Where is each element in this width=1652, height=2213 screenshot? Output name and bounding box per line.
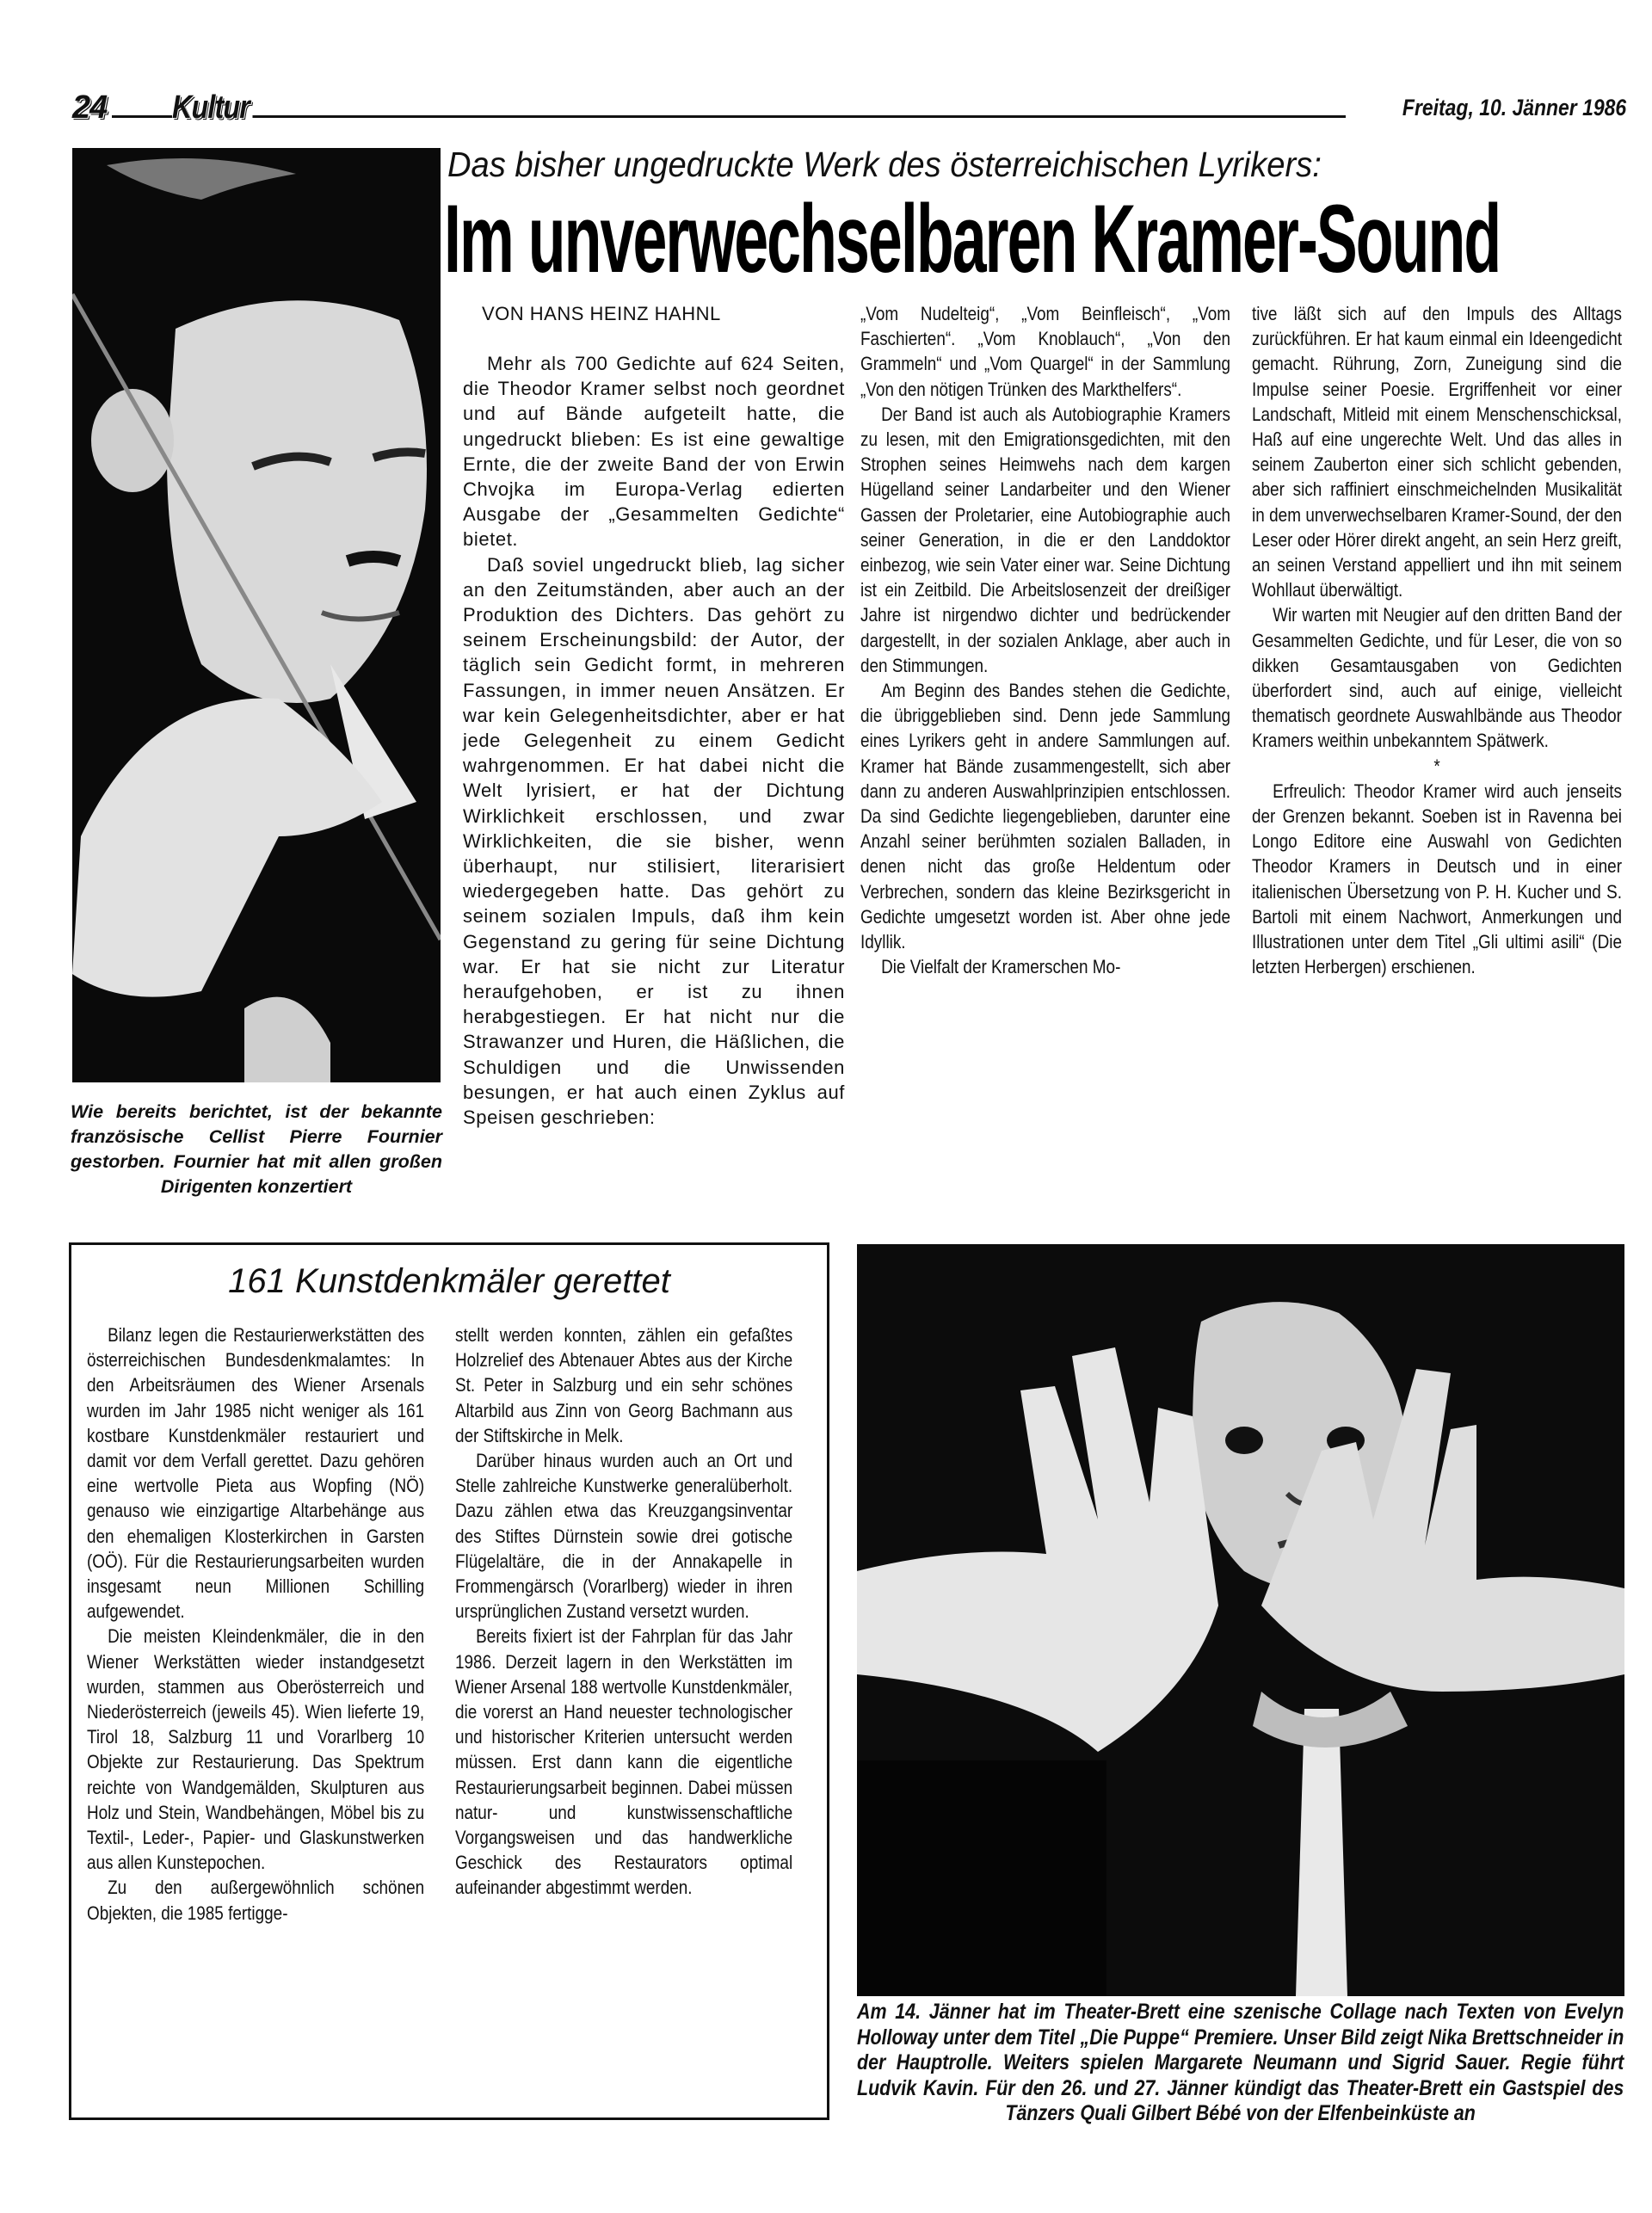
- article-kicker: Das bisher ungedruckte Werk des österreichischen Lyrikers:: [447, 145, 1322, 184]
- paragraph: Bereits fixiert ist der Fahrplan für das Jahr 1986. Derzeit lagern in den Werkstätten im Wiener Arsenal 188 wertvolle Kunstdenkmäler, die vorerst an Hand neuester technologischer und historischer Kriterien untersucht werden müssen. Erst dann kann die eigentliche Restaurierungsarbeit beginnen. Dabei müssen natur- und kunstwissenschaftliche Vorgangsweisen und das handwerkliche Geschick des Restaurators optimal aufeinander abgestimmt werden.: [455, 1625, 793, 1899]
- paragraph: Zu den außergewöhnlich schönen Objekten, die 1985 fertigge-: [87, 1877, 425, 1924]
- boxed-article-column-2: [455, 1322, 794, 1901]
- paragraph: Mehr als 700 Gedichte auf 624 Seiten, die Theodor Kramer selbst noch geordnet und auf Bände aufgeteilt hatte, die ungedruckt blieben: Es ist eine gewaltige Ernte, die der zweite Band der von Erwin Chvojka im Europa-Verlag edierten Ausgabe der „Gesammelten Gedichte“ bietet.: [463, 353, 845, 551]
- page-number: 24: [72, 89, 108, 126]
- article-column-2: [860, 301, 1230, 979]
- article-column-3: [1252, 301, 1625, 979]
- boxed-article-column-1: [87, 1322, 426, 1926]
- boxed-article-title: 161 Kunstdenkmäler gerettet: [228, 1262, 670, 1300]
- section-title: Kultur: [172, 89, 252, 126]
- paragraph: Erfreulich: Theodor Kramer wird auch jenseits der Grenzen bekannt. Soeben ist in Ravenna bei Longo Editore eine Auswahl von Gedichten Theodor Kramers in Deutsch und in einer italienischen Übersetzung von P. H. Kucher und S. Bartoli mit einem Nachwort, Anmerkungen und Illustrationen unter dem Titel „Gli ultimi asili“ (Die letzten Herbergen) erschienen.: [1252, 780, 1622, 978]
- header-underscore: [112, 115, 163, 118]
- paragraph: Der Band ist auch als Autobiographie Kramers zu lesen, mit den Emigrationsgedichten, mit den Strophen seines Heimwehs nach dem kargen Hügelland seiner Landarbeiter und den Wiener Gassen der Proletarier, eine Autobiographie auch seiner Generation, in die er den Landdoktor einbezog, wie sein Vater einer war. Seine Dichtung ist ein Zeitbild. Die Arbeitslosenzeit der dreißiger Jahre ist nirgendwo dichter und bedrückender dargestellt, in der sozialen Anklage, aber auch in den Stimmungen.: [860, 403, 1230, 676]
- photo-caption-cellist: Wie bereits berichtet, ist der bekannte französische Cellist Pierre Fournier gestorben. Fournier hat mit allen großen Dirigenten konzertiert: [71, 1101, 442, 1197]
- paragraph: Am Beginn des Bandes stehen die Gedichte, die übriggeblieben sind. Denn jede Sammlung eines Lyrikers geht in andere Sammlungen auf. Kramer hat Bände zusammengestellt, sich aber dann zu anderen Auswahlprinzipien entschlossen. Da sind Gedichte liegengeblieben, darunter eine Anzahl seiner berühmten sozialen Balladen, in denen nicht das große Heldentum oder Verbrechen, sondern das kleine Bezirksgericht in Gedichte umgesetzt worden ist. Aber ohne jede Idyllik.: [860, 680, 1230, 953]
- paragraph: Bilanz legen die Restaurierwerkstätten des österreichischen Bundesdenkmalamtes: In den Arbeitsräumen des Wiener Arsenals wurden im Jahr 1985 nicht weniger als 161 kostbare Kunstdenkmäler restauriert und damit vor dem Verfall gerettet. Dazu gehören eine wertvolle Pieta aus Wopfing (NÖ) genauso wie einzigartige Altarbehänge aus den ehemaligen Klosterkirchen in Garsten (OÖ). Für die Restaurierungsarbeiten wurden insgesamt neun Millionen Schilling aufgewendet.: [87, 1324, 425, 1623]
- section-separator: *: [1433, 755, 1440, 777]
- paragraph: stellt werden konnten, zählen ein gefaßtes Holzrelief des Abtenauer Abtes aus der Kirche St. Peter in Salzburg und ein sehr schönes Altarbild aus Zinn von Georg Bachmann aus der Stiftskirche in Melk.: [455, 1324, 793, 1446]
- issue-date: Freitag, 10. Jänner 1986: [1399, 95, 1626, 121]
- article-byline: VON HANS HEINZ HAHNL: [482, 303, 721, 324]
- paragraph: Wir warten mit Neugier auf den dritten Band der Gesammelten Gedichte, und für Leser, die von so dikken Gesamtausgaben von Gedichten überfordert sind, auch auf einige, vielleicht thematisch geordnete Auswahlbände aus Theodor Kramers weithin unbekanntem Spätwerk.: [1252, 604, 1622, 752]
- article-column-1: [463, 351, 845, 1130]
- boxed-article: [69, 1242, 829, 2120]
- paragraph: Die Vielfalt der Kramerschen Mo-: [881, 956, 1121, 978]
- paragraph: Die meisten Kleindenkmäler, die in den Wiener Werkstätten wieder instandgesetzt wurden, stammen aus Oberösterreich und Niederösterreich (jeweils 45). Wien lieferte 19, Tirol 18, Salzburg 11 und Vorarlberg 10 Objekte zur Restaurierung. Das Spektrum reichte von Wandgemälden, Skulpturen aus Holz und Stein, Wandbehängen, Möbel bis zu Textil-, Leder-, Papier- und Glaskunstwerken aus allen Kunstepochen.: [87, 1625, 425, 1874]
- photo-cellist: [72, 148, 441, 1082]
- paragraph: tive läßt sich auf den Impuls des Alltags zurückführen. Er hat kaum einmal ein Ideengedicht gemacht. Rührung, Zorn, Zuneigung sind die Impulse seiner Poesie. Ergriffenheit vor einer Landschaft, Mitleid mit einem Menschenschicksal, Haß auf eine ungerechte Welt. Und das alles in seinem Zauberton einer sich schlicht gebenden, aber sich raffiniert einschmeichelnden Musikalität in dem unverwechselbaren Kramer-Sound, der den Leser oder Hörer direkt angeht, an sein Herz greift, an seinen Verstand appelliert und ihn mit seinem Wohllaut überwältigt.: [1252, 303, 1622, 601]
- header-rule: [124, 115, 1346, 118]
- paragraph: Darüber hinaus wurden auch an Ort und Stelle zahlreiche Kunstwerke generalüberholt. Dazu zählen etwa das Kreuzgangsinventar des Stiftes Dürnstein sowie drei gotische Flügelaltäre, die in der Annakapelle in Frommengärsch (Vorarlberg) wieder in ihren ursprünglichen Zustand versetzt wurden.: [455, 1450, 793, 1623]
- article-headline: Im unverwechselbaren Kramer-Sound: [444, 185, 1501, 293]
- cellist-portrait-icon: [72, 148, 441, 1082]
- paragraph: Daß soviel ungedruckt blieb, lag sicher an den Zeitumständen, aber auch an der Produktion des Dichters. Das gehört zu seinem Erscheinungsbild: der Autor, der täglich sein Gedicht formt, in mehreren Fassungen, in immer neuen Ansätzen. Er war kein Gelegenheitsdichter, aber er hat jede Gelegenheit zu einem Gedicht wahrgenommen. Er hat dabei nicht die Welt lyrisiert, er hat der Dichtung Wirklichkeit erschlossen, und zwar Wirklichkeiten, die sie bisher, wenn überhaupt, nur stilisiert, literarisiert wiedergegeben hatte. Das gehört zu seinem sozialen Impuls, daß ihm kein Gegenstand zu gering für seine Dichtung war. Er hat sie nicht zur Literatur heraufgehoben, er ist zu ihnen herabgestiegen. Er hat nicht nur die Strawanzer und Huren, die Häßlichen, die Schuldigen und die Unwissenden besungen, er hat auch einen Zyklus auf Speisen geschrieben:: [463, 553, 845, 1129]
- actress-portrait-icon: [857, 1244, 1624, 1996]
- photo-theater: [857, 1244, 1624, 1996]
- paragraph: „Vom Nudelteig“, „Vom Beinfleisch“, „Vom Faschierten“. „Vom Knoblauch“, „Von den Grammeln“ und „Vom Quargel“ in der Sammlung „Von den nötigen Trünken des Markthelfers“.: [860, 303, 1230, 400]
- photo-caption-theater: [857, 2000, 1624, 2127]
- photo-caption-theater-text: Am 14. Jänner hat im Theater-Brett eine szenische Collage nach Texten von Evelyn Holloway unter dem Titel „Die Puppe“ Premiere. Unser Bild zeigt Nika Brettschneider in der Hauptrolle. Weiters spielen Margarete Neumann und Sigrid Sauer. Regie führt Ludvik Kavin. Für den 26. und 27. Jänner kündigt das Theater-Brett ein Gastspiel des Tänzers Quali Gilbert Bébé von der Elfenbeinküste an: [857, 2000, 1624, 2125]
